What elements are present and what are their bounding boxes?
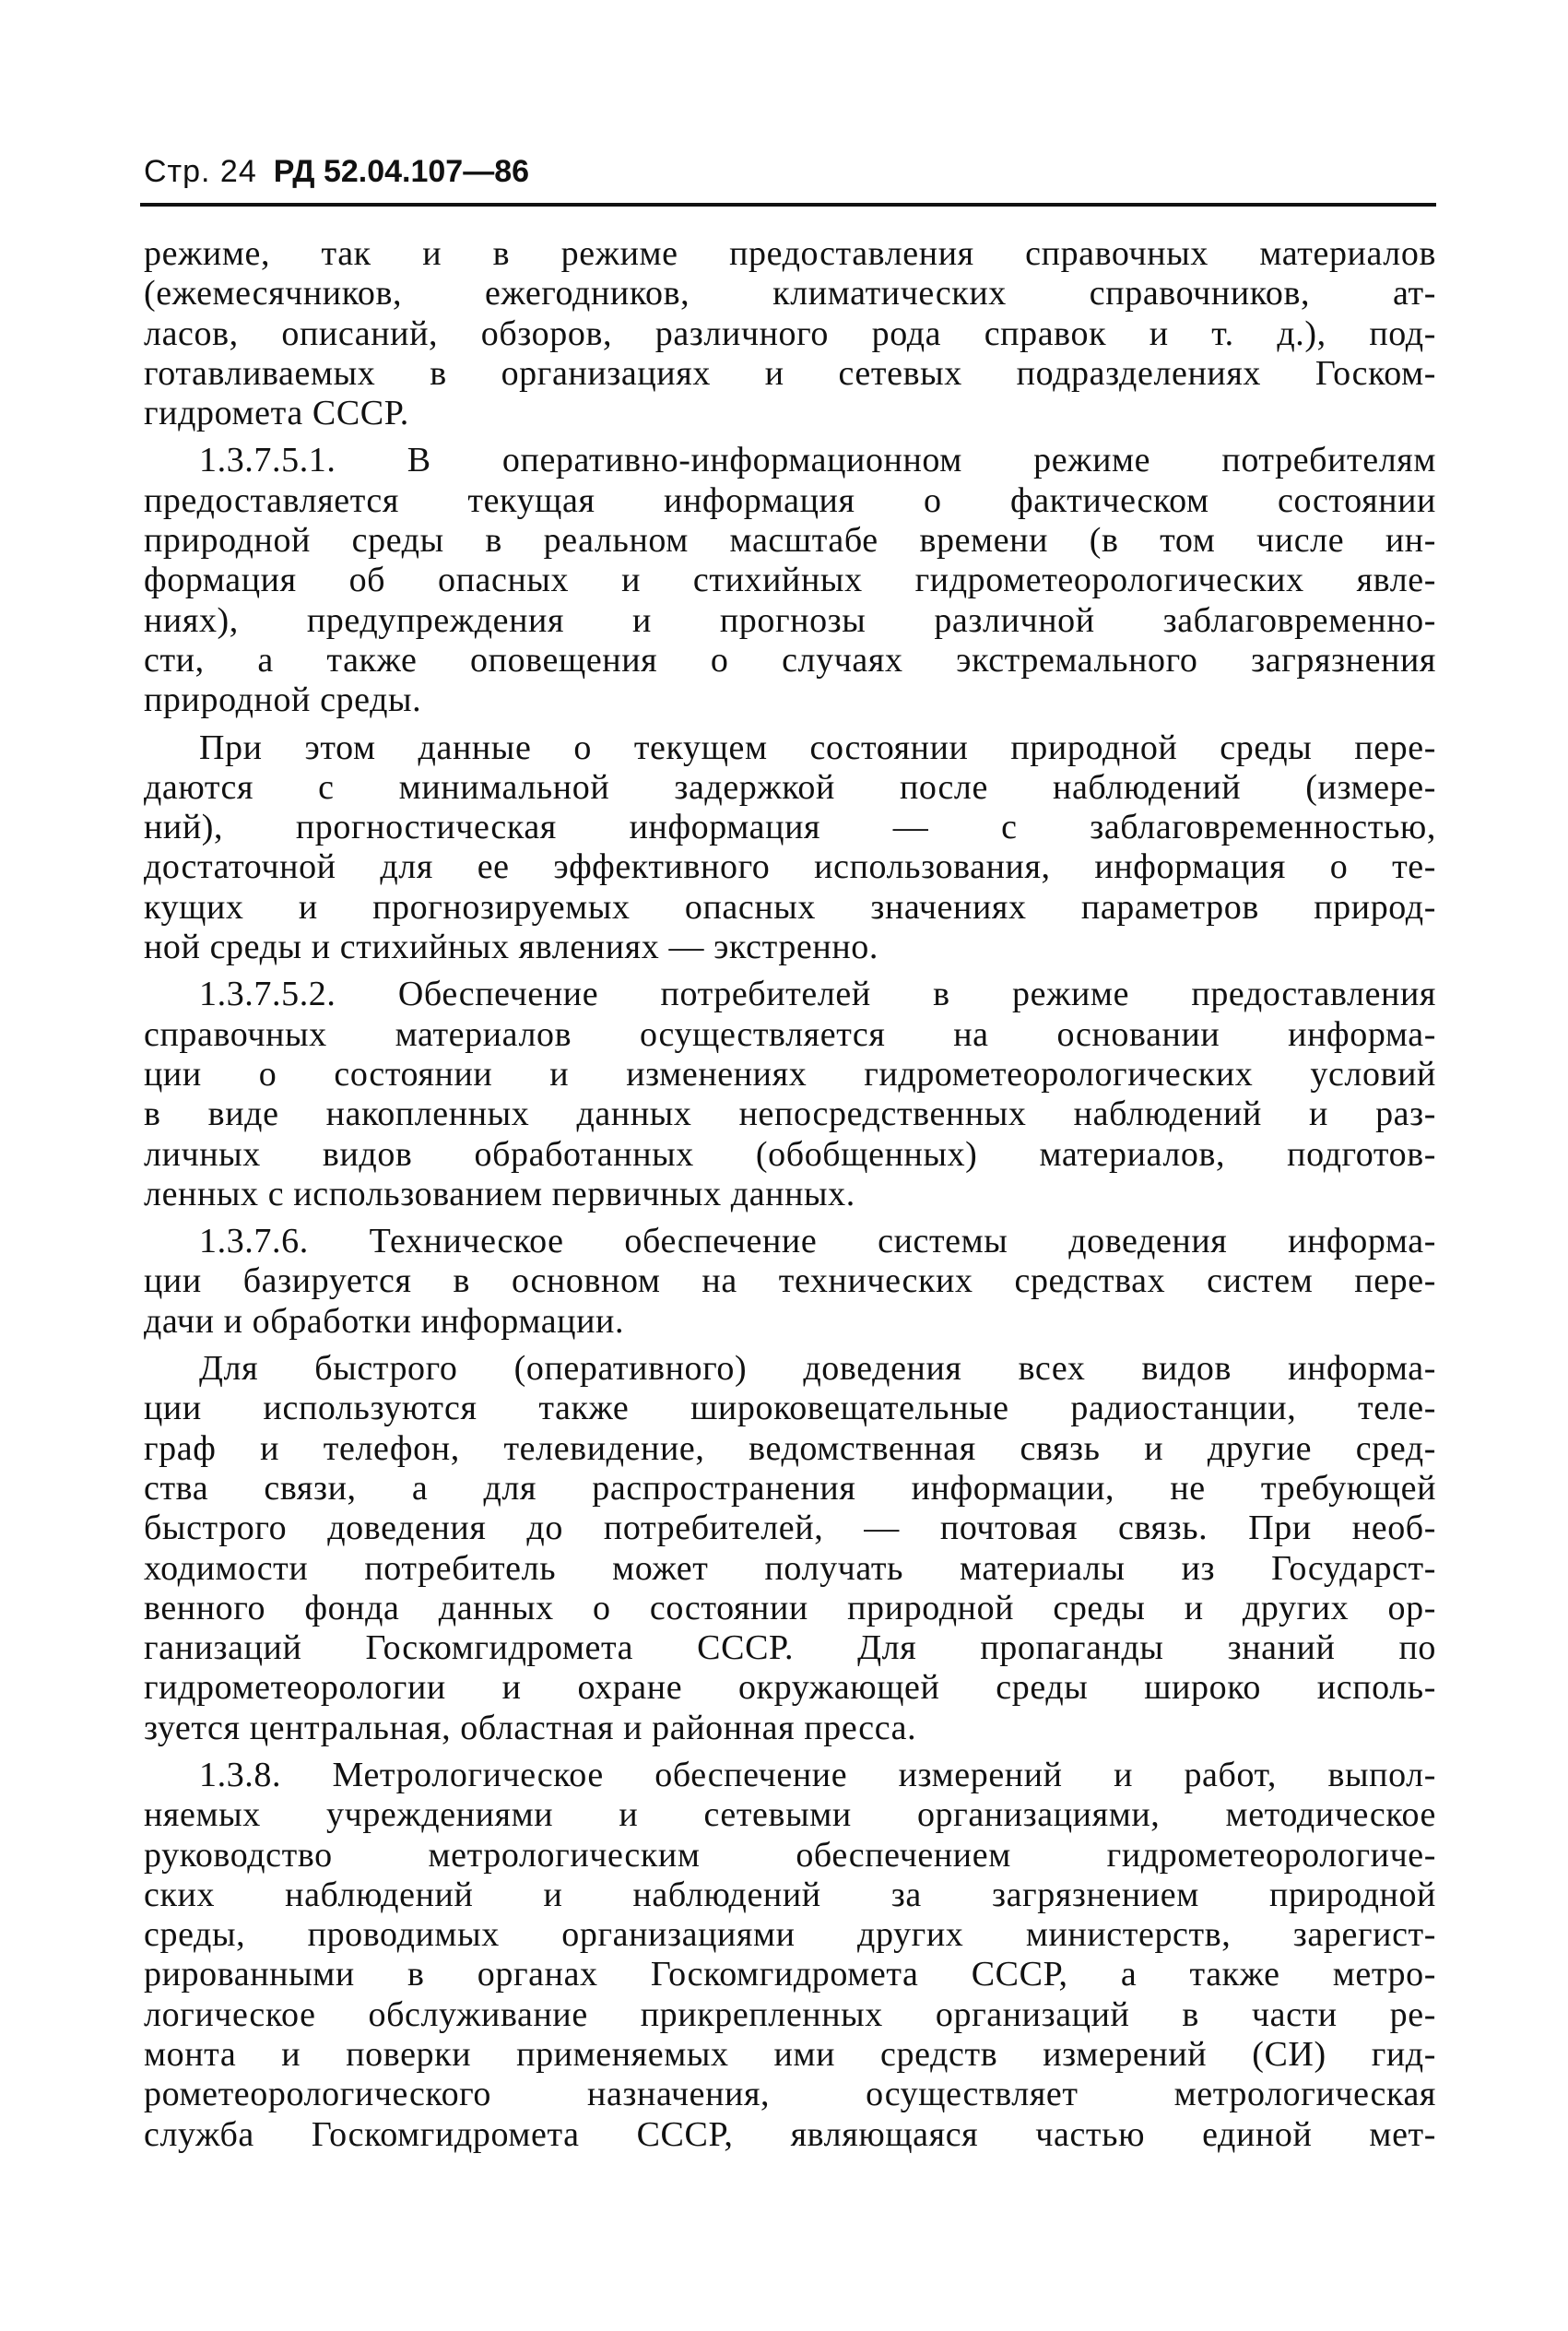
text-line: 1.3.7.6. Техническое обеспечение системы доведения информа- (199, 1222, 1436, 1261)
text-line: зуется центральная, областная и районная пресса. (144, 1708, 917, 1747)
text-line: ний), прогностическая информация — с заблаговременностью, (144, 808, 1436, 847)
text-line: быстрого доведения до потребителей, — почтовая связь. При необ- (144, 1509, 1436, 1548)
text-line: природной среды в реальном масштабе времени (в том числе ин- (144, 521, 1436, 561)
text-line: ходимости потребитель может получать материалы из Государст- (144, 1548, 1436, 1588)
text-line: сти, а также оповещения о случаях экстремального загрязнения (144, 640, 1436, 680)
text-line: 1.3.7.5.2. Обеспечение потребителей в режиме предоставления (199, 975, 1436, 1014)
document-code: РД 52.04.107—86 (273, 154, 530, 189)
text-line: природной среды. (144, 680, 422, 720)
paragraph (144, 1349, 1436, 1748)
text-line: При этом данные о текущем состоянии природной среды пере- (199, 728, 1436, 767)
text-line: формация об опасных и стихийных гидрометеорологических явле- (144, 561, 1436, 600)
text-line: ниях), предупреждения и прогнозы различной заблаговременно- (144, 600, 1436, 640)
text-line: ских наблюдений и наблюдений за загрязнением природной (144, 1875, 1436, 1914)
page-number: Стр. 24 (144, 154, 257, 189)
text-line: даются с минимальной задержкой после наблюдений (измере- (144, 767, 1436, 807)
text-line: режиме, так и в режиме предоставления справочных материалов (144, 234, 1436, 273)
text-line: в виде накопленных данных непосредственных наблюдений и раз- (144, 1095, 1436, 1134)
paragraph (144, 975, 1436, 1214)
text-line: венного фонда данных о состоянии природной среды и других ор- (144, 1588, 1436, 1627)
paragraph (144, 234, 1436, 433)
text-line: (ежемесячников, ежегодников, климатических справочников, ат- (144, 274, 1436, 314)
text-line: дачи и обработки информации. (144, 1301, 625, 1341)
text-line: готавливаемых в организациях и сетевых подразделениях Госком- (144, 353, 1436, 393)
text-line: няемых учреждениями и сетевыми организациями, методическое (144, 1795, 1436, 1835)
text-line: 1.3.7.5.1. В оперативно-информационном режиме потребителям (199, 441, 1436, 480)
text-line: Для быстрого (оперативного) доведения всех видов информа- (199, 1349, 1436, 1389)
text-line: ции о состоянии и изменениях гидрометеорологических условий (144, 1054, 1436, 1094)
text-line: справочных материалов осуществляется на основании информа- (144, 1014, 1436, 1054)
text-line: монта и поверки применяемых ими средств измерений (СИ) гид- (144, 2035, 1436, 2075)
text-line: ганизаций Госкомгидромета СССР. Для пропаганды знаний по (144, 1628, 1436, 1668)
text-line: ства связи, а для распространения информации, не требующей (144, 1468, 1436, 1508)
text-line: достаточной для ее эффективного использования, информация о те- (144, 847, 1436, 887)
text-line: гидрометеорологии и охране окружающей среды широко исполь- (144, 1668, 1436, 1708)
text-line: ции используются также широковещательные радиостанции, теле- (144, 1389, 1436, 1428)
text-line: логическое обслуживание прикрепленных организаций в части ре- (144, 1994, 1436, 2034)
header-divider (140, 203, 1436, 207)
text-line: граф и телефон, телевидение, ведомственная связь и другие сред- (144, 1428, 1436, 1468)
text-line: кущих и прогнозируемых опасных значениях параметров природ- (144, 887, 1436, 927)
text-line: служба Госкомгидромета СССР, являющаяся частью единой мет- (144, 2114, 1436, 2154)
paragraph (144, 728, 1436, 968)
paragraph (144, 441, 1436, 720)
paragraph (144, 1756, 1436, 2155)
body-text (144, 234, 1436, 2155)
text-line: ласов, описаний, обзоров, различного рода справок и т. д.), под- (144, 314, 1436, 353)
text-line: среды, проводимых организациями других министерств, зарегист- (144, 1915, 1436, 1955)
text-line: ной среды и стихийных явлениях — экстренно. (144, 928, 878, 967)
paragraph (144, 1222, 1436, 1342)
text-line: ленных с использованием первичных данных. (144, 1174, 855, 1213)
text-line: руководство метрологическим обеспечением гидрометеорологиче- (144, 1835, 1436, 1875)
text-line: ции базируется в основном на технических средствах систем пере- (144, 1261, 1436, 1301)
page-header (144, 153, 529, 191)
text-line: гидромета СССР. (144, 394, 409, 433)
text-line: личных видов обработанных (обобщенных) материалов, подготов- (144, 1134, 1436, 1174)
text-line: предоставляется текущая информация о фактическом состоянии (144, 480, 1436, 520)
text-line: рированными в органах Госкомгидромета СССР, а также метро- (144, 1955, 1436, 1994)
text-line: рометеорологического назначения, осуществляет метрологическая (144, 2075, 1436, 2114)
text-line: 1.3.8. Метрологическое обеспечение измерений и работ, выпол- (199, 1755, 1436, 1794)
